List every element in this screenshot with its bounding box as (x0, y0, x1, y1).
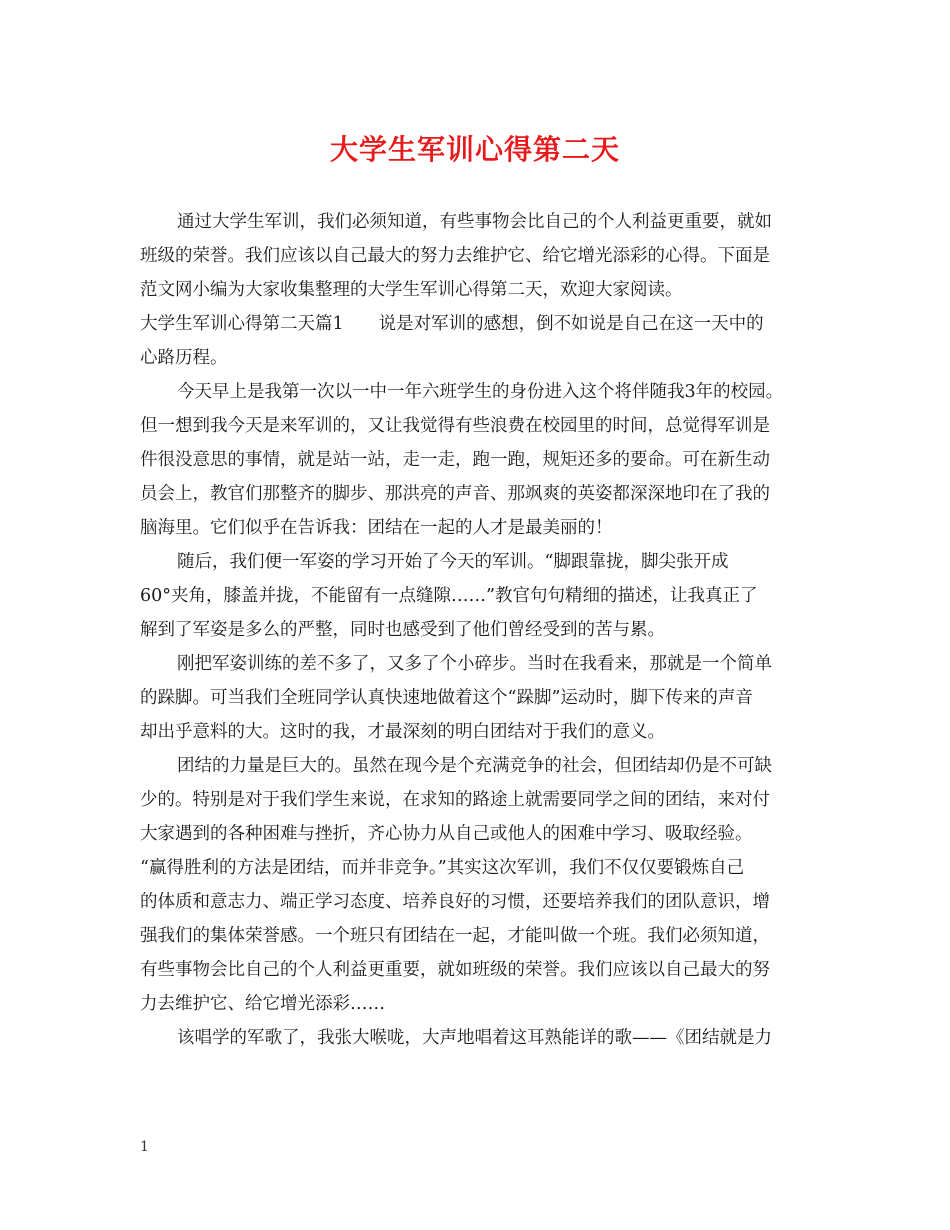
text-line: 员会上，教官们那整齐的脚步、那洪亮的声音、那飒爽的英姿都深深地印在了我的 (140, 484, 770, 504)
text-line: 刚把军姿训练的差不多了，又多了个小碎步。当时在我看来，那就是一个简单 (177, 654, 772, 674)
page-number: 1 (140, 1139, 149, 1155)
document-title: 大学生军训心得第二天 (329, 133, 620, 166)
text-line: 但一想到我今天是来军训的，又让我觉得有些浪费在校园里的时间，总觉得军训是 (140, 416, 770, 436)
text-line: 力去维护它、给它增光添彩…… (140, 994, 385, 1014)
text-line: 的跺脚。可当我们全班同学认真快速地做着这个“跺脚”运动时，脚下传来的声音 (140, 688, 753, 708)
document-body (140, 205, 820, 1055)
text-line: 大学生军训心得第二天篇1 说是对军训的感想，倒不如说是自己在这一天中的 (140, 314, 764, 334)
text-line: 该唱学的军歌了，我张大喉咙，大声地唱着这耳熟能详的歌——《团结就是力 (177, 1028, 772, 1048)
text-line: 却出乎意料的大。这时的我，才最深刻的明白团结对于我们的意义。 (140, 722, 665, 742)
text-line: 团结的力量是巨大的。虽然在现今是个充满竞争的社会，但团结却仍是不可缺 (177, 756, 772, 776)
text-line: 60°夹角，膝盖并拢，不能留有一点缝隙……”教官句句精细的描述，让我真正了 (140, 586, 758, 606)
text-line: 脑海里。它们似乎在告诉我：团结在一起的人才是最美丽的！ (140, 518, 613, 538)
text-line: 范文网小编为大家收集整理的大学生军训心得第二天，欢迎大家阅读。 (140, 280, 683, 300)
text-line: 今天早上是我第一次以一中一年六班学生的身份进入这个将伴随我3年的校园。 (177, 382, 784, 402)
text-line: “赢得胜利的方法是团结，而并非竞争。”其实这次军训，我们不仅仅要锻炼自己 (140, 858, 745, 878)
text-line: 的体质和意志力、端正学习态度、培养良好的习惯，还要培养我们的团队意识，增 (140, 892, 770, 912)
text-line: 强我们的集体荣誉感。一个班只有团结在一起，才能叫做一个班。我们必须知道， (140, 926, 770, 946)
text-line: 通过大学生军训，我们必须知道，有些事物会比自己的个人利益更重要，就如 (177, 212, 772, 232)
text-line: 有些事物会比自己的个人利益更重要，就如班级的荣誉。我们应该以自己最大的努 (140, 960, 770, 980)
text-line: 解到了军姿是多么的严整，同时也感受到了他们曾经受到的苦与累。 (140, 620, 665, 640)
text-line: 心路历程。 (140, 348, 228, 368)
text-line: 班级的荣誉。我们应该以自己最大的努力去维护它、给它增光添彩的心得。下面是 (140, 246, 770, 266)
text-line: 件很没意思的事情，就是站一站，走一走，跑一跑，规矩还多的要命。可在新生动 (140, 450, 770, 470)
text-line: 随后，我们便一军姿的学习开始了今天的军训。“脚跟靠拢，脚尖张开成 (177, 552, 729, 572)
text-line: 少的。特别是对于我们学生来说，在求知的路途上就需要同学之间的团结，来对付 (140, 790, 770, 810)
text-line: 大家遇到的各种困难与挫折，齐心协力从自己或他人的困难中学习、吸取经验。 (140, 824, 753, 844)
